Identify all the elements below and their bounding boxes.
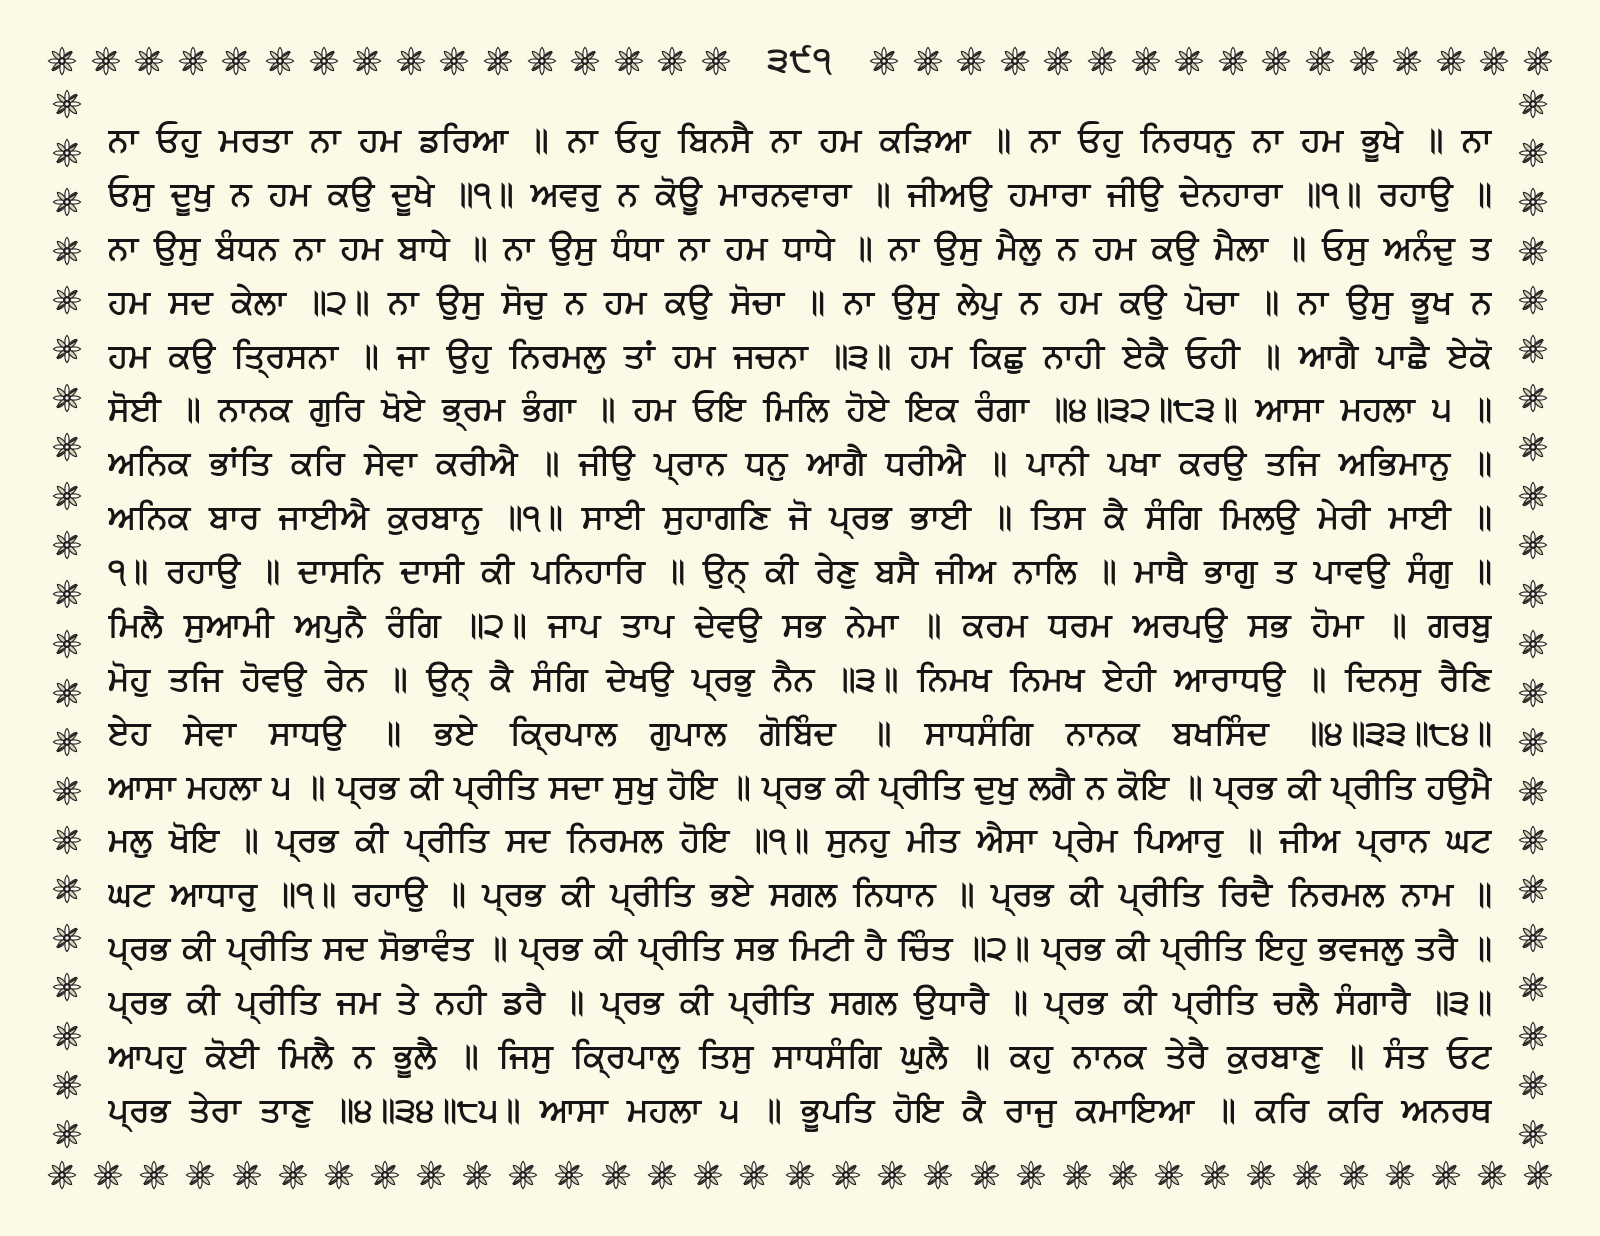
scripture-line: ਨਾ ਓਹੁ ਮਰਤਾ ਨਾ ਹਮ ਡਰਿਆ ॥ ਨਾ ਓਹੁ ਬਿਨਸੈ ਨਾ ਹਮ ਕੜਿਆ ॥ ਨਾ ਓਹੁ ਨਿਰਧਨੁ ਨਾ ਹਮ ਭੂਖੇ ॥ ਨਾ: [108, 120, 1492, 159]
flower-ornament-icon: [656, 45, 688, 77]
flower-ornament-icon: [51, 677, 83, 709]
flower-ornament-icon: [1260, 45, 1292, 77]
flower-ornament-icon: [1391, 45, 1423, 77]
flower-ornament-icon: [507, 1159, 539, 1191]
flower-ornament-icon: [51, 824, 83, 856]
flower-ornament-icon: [1291, 1159, 1323, 1191]
flower-ornament-icon: [51, 873, 83, 905]
scripture-line: ਮਿਲੈ ਸੁਆਮੀ ਅਪੁਨੈ ਰੰਗਿ ॥੨॥ ਜਾਪ ਤਾਪ ਦੇਵਉ ਸਭ ਨੇਮਾ ॥ ਕਰਮ ਧਰਮ ਅਰਪਉ ਸਭ ਹੋਮਾ ॥ ਗਰਬੁ: [108, 604, 1492, 644]
flower-ornament-icon: [1348, 45, 1380, 77]
scripture-line: ਅਨਿਕ ਬਾਰ ਜਾਈਐ ਕੁਰਬਾਨੁ ॥੧॥ ਸਾਈ ਸੁਹਾਗਣਿ ਜੋ ਪ੍ਰਭ ਭਾਈ ॥ ਤਿਸ ਕੈ ਸੰਗਿ ਮਿਲਉ ਮੇਰੀ ਮਾਈ ॥: [108, 497, 1492, 537]
page-number: ੩੯੧: [767, 40, 833, 80]
flower-ornament-icon: [264, 45, 296, 77]
flower-ornament-icon: [1517, 382, 1549, 414]
flower-ornament-icon: [830, 1159, 862, 1191]
scripture-text: [108, 118, 1492, 1132]
flower-ornament-icon: [461, 1159, 493, 1191]
flower-ornament-icon: [1199, 1159, 1231, 1191]
flower-ornament-icon: [1153, 1159, 1185, 1191]
flower-ornament-icon: [868, 45, 900, 77]
flower-ornament-icon: [1517, 480, 1549, 512]
scripture-line: ਹਮ ਕਉ ਤ੍ਰਿਸਨਾ ॥ ਜਾ ਉਹੁ ਨਿਰਮਲੁ ਤਾਂ ਹਮ ਜਚਨਾ ॥੩॥ ਹਮ ਕਿਛੁ ਨਾਹੀ ਏਕੈ ਓਹੀ ॥ ਆਗੈ ਪਾਛੈ ਏਕੋ: [108, 335, 1492, 375]
flower-ornament-icon: [912, 45, 944, 77]
flower-ornament-icon: [51, 480, 83, 512]
flower-ornament-icon: [51, 1020, 83, 1052]
flower-ornament-icon: [184, 1159, 216, 1191]
flower-ornament-icon: [51, 235, 83, 267]
flower-ornament-icon: [1086, 45, 1118, 77]
flower-ornament-icon: [700, 45, 732, 77]
scripture-line: ਪ੍ਰਭ ਕੀ ਪ੍ਰੀਤਿ ਜਮ ਤੇ ਨਹੀ ਡਰੈ ॥ ਪ੍ਰਭ ਕੀ ਪ੍ਰੀਤਿ ਸਗਲ ਉਧਾਰੈ ॥ ਪ੍ਰਭ ਕੀ ਪ੍ਰੀਤਿ ਚਲੈ ਸੰਗਾਰੈ ॥੩॥: [108, 982, 1492, 1021]
flower-ornament-icon: [51, 578, 83, 610]
flower-ornament-icon: [1517, 922, 1549, 954]
flower-ornament-icon: [999, 45, 1031, 77]
flower-ornament-icon: [395, 45, 427, 77]
flower-ornament-icon: [323, 1159, 355, 1191]
scripture-line: ਅਨਿਕ ਭਾਂਤਿ ਕਰਿ ਸੇਵਾ ਕਰੀਐ ॥ ਜੀਉ ਪ੍ਰਾਨ ਧਨੁ ਆਗੈ ਧਰੀਐ ॥ ਪਾਨੀ ਪਖਾ ਕਰਉ ਤਜਿ ਅਭਿਮਾਨੁ ॥: [108, 443, 1492, 483]
flower-ornament-icon: [1517, 971, 1549, 1003]
flower-ornament-icon: [1517, 873, 1549, 905]
flower-ornament-icon: [876, 1159, 908, 1191]
flower-ornament-icon: [51, 922, 83, 954]
bottom-border: [46, 1154, 1554, 1196]
flower-ornament-icon: [553, 1159, 585, 1191]
flower-ornament-icon: [1517, 677, 1549, 709]
flower-ornament-icon: [1517, 333, 1549, 365]
flower-ornament-icon: [1061, 1159, 1093, 1191]
flower-ornament-icon: [1245, 1159, 1277, 1191]
flower-ornament-icon: [51, 382, 83, 414]
flower-ornament-icon: [1517, 235, 1549, 267]
flower-ornament-icon: [482, 45, 514, 77]
flower-ornament-icon: [177, 45, 209, 77]
flower-ornament-icon: [1130, 45, 1162, 77]
flower-ornament-icon: [1522, 45, 1554, 77]
flower-ornament-icon: [1517, 284, 1549, 316]
flower-ornament-icon: [1517, 824, 1549, 856]
flower-ornament-icon: [351, 45, 383, 77]
flower-ornament-icon: [922, 1159, 954, 1191]
flower-ornament-icon: [1517, 775, 1549, 807]
flower-ornament-icon: [1517, 137, 1549, 169]
flower-ornament-icon: [1522, 1159, 1554, 1191]
flower-ornament-icon: [46, 1159, 78, 1191]
flower-ornament-icon: [1217, 45, 1249, 77]
flower-ornament-icon: [277, 1159, 309, 1191]
flower-ornament-icon: [51, 628, 83, 660]
flower-ornament-icon: [613, 45, 645, 77]
flower-ornament-icon: [1338, 1159, 1370, 1191]
scripture-line: ਸੋਈ ॥ ਨਾਨਕ ਗੁਰਿ ਖੋਏ ਭ੍ਰਮ ਭੰਗਾ ॥ ਹਮ ਓਇ ਮਿਲਿ ਹੋਏ ਇਕ ਰੰਗਾ ॥੪॥੩੨॥੮੩॥ ਆਸਾ ਮਹਲਾ ੫ ॥: [108, 389, 1492, 429]
flower-ornament-icon: [738, 1159, 770, 1191]
flower-ornament-icon: [220, 45, 252, 77]
flower-ornament-icon: [969, 1159, 1001, 1191]
scripture-line: ਆਪਹੁ ਕੋਈ ਮਿਲੈ ਨ ਭੂਲੈ ॥ ਜਿਸੁ ਕ੍ਰਿਪਾਲੁ ਤਿਸੁ ਸਾਧਸੰਗਿ ਘੁਲੈ ॥ ਕਹੁ ਨਾਨਕ ਤੇਰੈ ਕੁਰਬਾਣੁ ॥ ਸੰਤ ਓਟ: [108, 1035, 1492, 1075]
scripture-line: ਏਹ ਸੇਵਾ ਸਾਧਉ ॥ ਭਏ ਕ੍ਰਿਪਾਲ ਗੁਪਾਲ ਗੋਬਿੰਦ ॥ ਸਾਧਸੰਗਿ ਨਾਨਕ ਬਖਸਿੰਦ ॥੪॥੩੩॥੮੪॥: [108, 712, 1492, 752]
flower-ornament-icon: [1015, 1159, 1047, 1191]
scripture-line: ਪ੍ਰਭ ਕੀ ਪ੍ਰੀਤਿ ਸਦ ਸੋਭਾਵੰਤ ॥ ਪ੍ਰਭ ਕੀ ਪ੍ਰੀਤਿ ਸਭ ਮਿਟੀ ਹੈ ਚਿੰਤ ॥੨॥ ਪ੍ਰਭ ਕੀ ਪ੍ਰੀਤਿ ਇਹੁ ਭਵਜਲੁ ਤਰੈ ॥: [108, 928, 1492, 968]
flower-ornament-icon: [308, 45, 340, 77]
scripture-line: ਆਸਾ ਮਹਲਾ ੫ ॥ ਪ੍ਰਭ ਕੀ ਪ੍ਰੀਤਿ ਸਦਾ ਸੁਖੁ ਹੋਇ ॥ ਪ੍ਰਭ ਕੀ ਪ੍ਰੀਤਿ ਦੁਖੁ ਲਗੈ ਨ ਕੋਇ ॥ ਪ੍ਰਭ ਕੀ ਪ੍ਰੀਤਿ ਹਉਮੈ: [108, 766, 1492, 806]
flower-ornament-icon: [51, 726, 83, 758]
flower-ornament-icon: [51, 186, 83, 218]
right-border: [1512, 88, 1554, 1150]
flower-ornament-icon: [569, 45, 601, 77]
flower-ornament-icon: [1042, 45, 1074, 77]
flower-ornament-icon: [369, 1159, 401, 1191]
flower-ornament-icon: [415, 1159, 447, 1191]
flower-ornament-icon: [526, 45, 558, 77]
flower-ornament-icon: [955, 45, 987, 77]
flower-ornament-icon: [51, 971, 83, 1003]
scripture-line: ਓਸੁ ਦੂਖੁ ਨ ਹਮ ਕਉ ਦੂਖੇ ॥੧॥ ਅਵਰੁ ਨ ਕੋਊ ਮਾਰਨਵਾਰਾ ॥ ਜੀਅਉ ਹਮਾਰਾ ਜੀਉ ਦੇਨਹਾਰਾ ॥੧॥ ਰਹਾਉ ॥: [108, 173, 1492, 213]
flower-ornament-icon: [51, 88, 83, 120]
flower-ornament-icon: [1304, 45, 1336, 77]
flower-ornament-icon: [646, 1159, 678, 1191]
flower-ornament-icon: [133, 45, 165, 77]
flower-ornament-icon: [1517, 1020, 1549, 1052]
scripture-line: ਮੋਹੁ ਤਜਿ ਹੋਵਉ ਰੇਨ ॥ ਉਨ੍ ਕੈ ਸੰਗਿ ਦੇਖਉ ਪ੍ਰਭੁ ਨੈਨ ॥੩॥ ਨਿਮਖ ਨਿਮਖ ਏਹੀ ਆਰਾਧਉ ॥ ਦਿਨਸੁ ਰੈਣਿ: [108, 658, 1492, 698]
left-border: [46, 88, 88, 1150]
flower-ornament-icon: [692, 1159, 724, 1191]
flower-ornament-icon: [51, 775, 83, 807]
flower-ornament-icon: [1517, 578, 1549, 610]
flower-ornament-icon: [1517, 431, 1549, 463]
flower-ornament-icon: [46, 45, 78, 77]
flower-ornament-icon: [51, 529, 83, 561]
scripture-line: ੧॥ ਰਹਾਉ ॥ ਦਾਸਨਿ ਦਾਸੀ ਕੀ ਪਨਿਹਾਰਿ ॥ ਉਨ੍ ਕੀ ਰੇਣੁ ਬਸੈ ਜੀਅ ਨਾਲਿ ॥ ਮਾਥੈ ਭਾਗੁ ਤ ਪਾਵਉ ਸੰਗੁ ॥: [108, 551, 1492, 590]
flower-ornament-icon: [1478, 45, 1510, 77]
flower-ornament-icon: [1517, 628, 1549, 660]
flower-ornament-icon: [1384, 1159, 1416, 1191]
flower-ornament-icon: [51, 284, 83, 316]
flower-ornament-icon: [1476, 1159, 1508, 1191]
scripture-line: ਮਲੁ ਖੋਇ ॥ ਪ੍ਰਭ ਕੀ ਪ੍ਰੀਤਿ ਸਦ ਨਿਰਮਲ ਹੋਇ ॥੧॥ ਸੁਨਹੁ ਮੀਤ ਐਸਾ ਪ੍ਰੇਮ ਪਿਆਰੁ ॥ ਜੀਅ ਪ੍ਰਾਨ ਘਟ: [108, 820, 1492, 860]
flower-ornament-icon: [1517, 726, 1549, 758]
flower-ornament-icon: [51, 137, 83, 169]
flower-ornament-icon: [1517, 529, 1549, 561]
flower-ornament-icon: [1173, 45, 1205, 77]
scripture-line: ਨਾ ਉਸੁ ਬੰਧਨ ਨਾ ਹਮ ਬਾਧੇ ॥ ਨਾ ਉਸੁ ਧੰਧਾ ਨਾ ਹਮ ਧਾਧੇ ॥ ਨਾ ਉਸੁ ਮੈਲੁ ਨ ਹਮ ਕਉ ਮੈਲਾ ॥ ਓਸੁ ਅਨੰਦੁ ਤ: [108, 227, 1492, 267]
flower-ornament-icon: [231, 1159, 263, 1191]
flower-ornament-icon: [90, 45, 122, 77]
flower-ornament-icon: [92, 1159, 124, 1191]
flower-ornament-icon: [784, 1159, 816, 1191]
flower-ornament-icon: [438, 45, 470, 77]
scripture-line: ਹਮ ਸਦ ਕੇਲਾ ॥੨॥ ਨਾ ਉਸੁ ਸੋਚੁ ਨ ਹਮ ਕਉ ਸੋਚਾ ॥ ਨਾ ਉਸੁ ਲੇਪੁ ਨ ਹਮ ਕਉ ਪੋਚਾ ॥ ਨਾ ਉਸੁ ਭੂਖ ਨ: [108, 281, 1492, 321]
flower-ornament-icon: [600, 1159, 632, 1191]
scripture-line: ਪ੍ਰਭ ਤੇਰਾ ਤਾਣੁ ॥੪॥੩੪॥੮੫॥ ਆਸਾ ਮਹਲਾ ੫ ॥ ਭੂਪਤਿ ਹੋਇ ਕੈ ਰਾਜੁ ਕਮਾਇਆ ॥ ਕਰਿ ਕਰਿ ਅਨਰਥ: [108, 1089, 1492, 1129]
flower-ornament-icon: [1430, 1159, 1462, 1191]
scripture-line: ਘਟ ਆਧਾਰੁ ॥੧॥ ਰਹਾਉ ॥ ਪ੍ਰਭ ਕੀ ਪ੍ਰੀਤਿ ਭਏ ਸਗਲ ਨਿਧਾਨ ॥ ਪ੍ਰਭ ਕੀ ਪ੍ਰੀਤਿ ਰਿਦੈ ਨਿਰਮਲ ਨਾਮ ॥: [108, 874, 1492, 914]
flower-ornament-icon: [51, 1069, 83, 1101]
flower-ornament-icon: [1517, 88, 1549, 120]
flower-ornament-icon: [51, 1118, 83, 1150]
flower-ornament-icon: [1435, 45, 1467, 77]
flower-ornament-icon: [1517, 1118, 1549, 1150]
flower-ornament-icon: [1107, 1159, 1139, 1191]
flower-ornament-icon: [51, 431, 83, 463]
top-left-border: [46, 40, 732, 82]
flower-ornament-icon: [1517, 1069, 1549, 1101]
flower-ornament-icon: [51, 333, 83, 365]
top-right-border: [868, 40, 1554, 82]
flower-ornament-icon: [1517, 186, 1549, 218]
flower-ornament-icon: [138, 1159, 170, 1191]
